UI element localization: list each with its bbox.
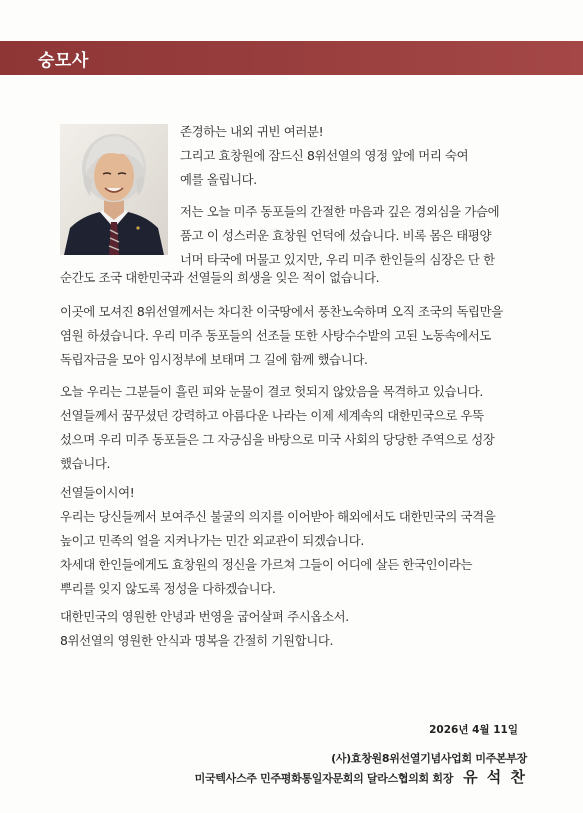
signature-block: [195, 766, 527, 787]
paragraph-line: 염원 하셨습니다. 우리 미주 동포들의 선조들 또한 사탕수수밭의 고된 노동속에서도: [60, 328, 491, 343]
paragraph-line: 섰으며 우리 미주 동포들은 그 자긍심을 바탕으로 미국 사회의 당당한 주역으로 성장: [60, 432, 495, 447]
paragraph-line: 높이고 민족의 얼을 지켜나가는 민간 외교관이 되겠습니다.: [60, 533, 364, 548]
paragraph-4: [60, 481, 495, 601]
paragraph-line: 독립자금을 모아 임시정부에 보태며 그 길에 함께 했습니다.: [60, 352, 368, 367]
paragraph-line: 이곳에 모셔진 8위선열께서는 차디찬 이국땅에서 풍찬노숙하며 오직 조국의 독립만을: [60, 304, 503, 319]
paragraph-line: 대한민국의 영원한 안녕과 번영을 굽어살펴 주시옵소서.: [60, 609, 349, 624]
intro2-continuation-line: 순간도 조국 대한민국과 선열들의 희생을 잊은 적이 없습니다.: [60, 270, 380, 285]
page-title: 숭모사: [38, 51, 89, 71]
intro-line: 존경하는 내외 귀빈 여러분!: [180, 124, 324, 139]
intro-line: 그리고 효창원에 잠드신 8위선열의 영정 앞에 머리 숙여: [180, 148, 469, 163]
signature-name: 유 석 찬: [463, 768, 527, 786]
paragraph-line: 선열들이시여!: [60, 485, 135, 500]
paragraph-line: 8위선열의 영원한 안식과 명복을 간절히 기원합니다.: [60, 633, 334, 648]
header-bar: [0, 41, 583, 75]
paragraph-5: [60, 605, 349, 653]
paragraph-line: 차세대 한인들에게도 효창원의 정신을 가르쳐 그들이 어디에 살든 한국인이라는: [60, 557, 473, 572]
paragraph-line: 뿌리를 잊지 않도록 정성을 다하겠습니다.: [60, 581, 276, 596]
intro2-line: 너머 타국에 머물고 있지만, 우리 미주 한인들의 심장은 단 한: [180, 252, 495, 267]
paragraph-3: [60, 380, 495, 476]
intro2-text: [180, 200, 499, 272]
portrait-illustration: [60, 124, 168, 255]
paragraph-line: 했습니다.: [60, 456, 111, 471]
intro-line: 예를 올립니다.: [180, 172, 257, 187]
intro2-line: 저는 오늘 미주 동포들의 간절한 마음과 깊은 경외심을 가슴에: [180, 204, 500, 219]
intro-text: [180, 120, 468, 192]
portrait-photo: [60, 124, 168, 255]
signature-date: 2026년 4월 11일: [429, 724, 518, 736]
paragraph-line: 우리는 당신들께서 보여주신 불굴의 의지를 이어받아 해외에서도 대한민국의 국격을: [60, 509, 496, 524]
paragraph-line: 선열들께서 꿈꾸셨던 강력하고 아름다운 나라는 이제 세계속의 대한민국으로 우뚝: [60, 408, 484, 423]
intro2-line: 품고 이 성스러운 효창원 언덕에 섰습니다. 비록 몸은 태평양: [180, 228, 492, 243]
signature-org-1: (사)효창원8위선열기념사업회 미주본부장: [331, 752, 527, 765]
signature-org-2: 미국텍사스주 민주평화통일자문회의 달라스협의회 회장: [194, 772, 454, 785]
paragraph-2: [60, 300, 503, 372]
intro2-continuation: [60, 266, 379, 290]
paragraph-line: 오늘 우리는 그분들이 흘린 피와 눈물이 결코 헛되지 않았음을 목격하고 있습니다.: [60, 384, 483, 399]
